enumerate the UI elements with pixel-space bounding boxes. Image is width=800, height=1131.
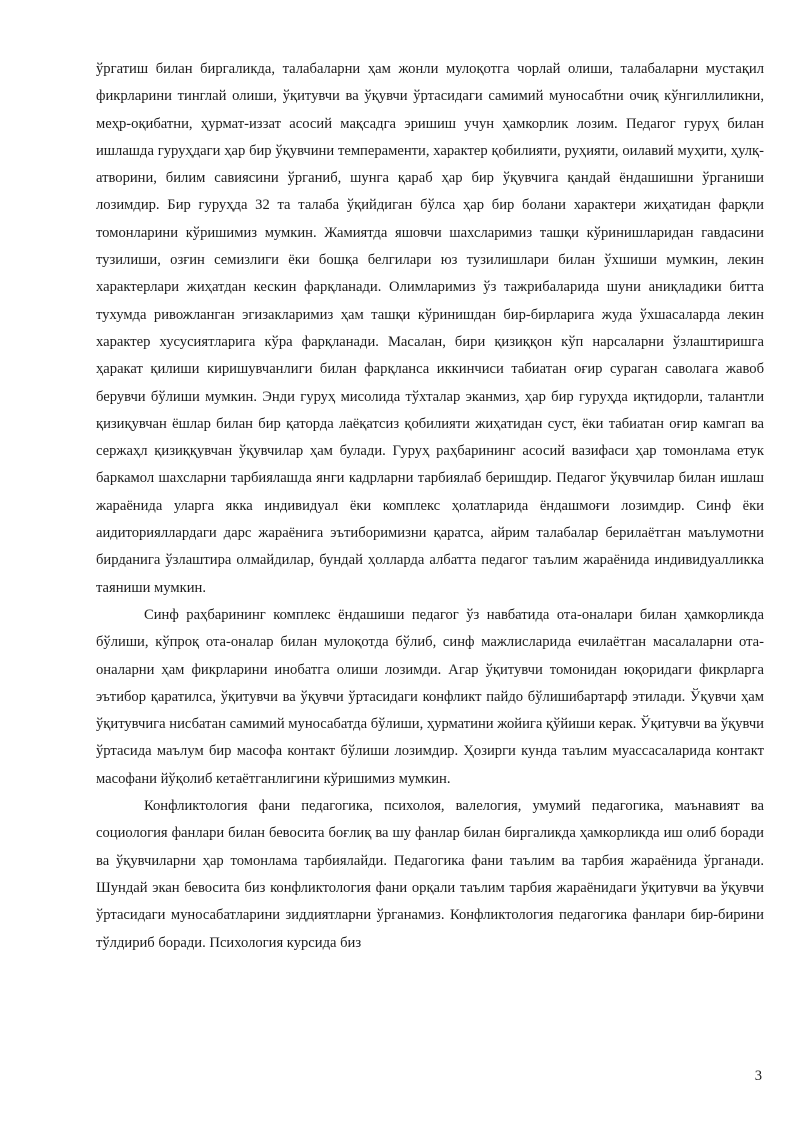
page-number: 3 bbox=[754, 1068, 762, 1084]
paragraph-1: ўргатиш билан биргаликда, талабаларни ҳам жонли мулоқотга чорлай олиши, талабаларни мустақил фикрларини тинглай олиши, ўқитувчи ва ўқувчи ўртасидаги самимий муносабтни очиқ кўнгиллиликни, меҳр-оқибатни, ҳурмат-иззат асосий мақсадга эришиш учун ҳамкорлик лозим. Педагог гуруҳ билан ишлашда гуруҳдаги ҳар бир ўқувчини темпераменти, характер қобилияти, руҳияти, оилавий муҳити, ҳулқ-атворини, билим савиясини ўрганиб, шунга қараб ҳар бир ўқувчига қандай ёндашишни ўрганиши лозимдир. Бир гуруҳда 32 та талаба ўқийдиган бўлса ҳар бир болани характери жиҳатидан фарқли томонларини кўришимиз мумкин. Жамиятда яшовчи шахсларимиз ташқи кўринишларидан гавдасини тузилиши, озғин семизлиги ёки бошқа белгилари юз тузилишлари билан ўхшиши мумкин, лекин характерлари жиҳатдан кескин фарқланади. Олимларимиз ўз тажрибаларида шуни аниқладики битта тухумда ривожланган эгизакларимиз ҳам ташқи кўринишдан бир-бирларига жуда ўхшасаларда лекин характер хусусиятларига кўра фарқланади. Масалан, бири қизиққон кўп нарсаларни ўзлаштиришга ҳаракат қилиши киришувчанлиги билан фарқланса иккинчиси табиатан оғир сураган саволага жавоб берувчи бўлиши мумкин. Энди гуруҳ мисолида тўхталар эканмиз, ҳар бир гуруҳда иқтидорли, талантли қизиқувчан ёшлар билан бир қаторда лаёқатсиз қобилияти жиҳатидан суст, ёки табиатан оғир камгап ва сержаҳл қизиққувчан ўқувчилар ҳам булади. Гуруҳ раҳбарининг асосий вазифаси ҳар томонлама етук баркамол шахсларни тарбиялашда янги кадрларни тарбиялаб беришдир. Педагог ўқувчилар билан ишлаш жараёнида уларга якка индивидуал ёки комплекс ҳолатларида ёндашмоғи лозимдир. Синф ёки аидиторияллардаги дарс жараёнига эътиборимизни қаратса, айрим талабалар берилаётган маълумотни бирданига ўзлаштира олмайдилар, бундай ҳолларда албатта педагог таълим жараёнида индивидуалликка таяниши мумкин. bbox=[96, 61, 764, 596]
document-body bbox=[96, 56, 764, 957]
paragraph-3: Конфликтология фани педагогика, психолоя, валелогия, умумий педагогика, маънавият ва социология фанлари билан бевосита боғлиқ ва шу фанлар билан биргаликда ҳамкорликда иш олиб боради ва ўқувчиларни ҳар томонлама тарбиялайди. Педагогика фани таълим ва тарбия жараёнида ўрганади. Шундай экан бевосита биз конфликтология фани орқали таълим тарбия жараёнидаги ўқитувчи ва ўқувчи ўртасидаги муносабатларини зиддиятларни ўрганамиз. Конфликтология педагогика фанлари бир-бирини тўлдириб боради. Психология курсида биз bbox=[96, 798, 764, 951]
paragraph-2: Синф раҳбарининг комплекс ёндашиши педагог ўз навбатида ота-оналари билан ҳамкорликда бўлиши, кўпроқ ота-оналар билан мулоқотда бўлиб, синф мажлисларида ечилаётган масалаларни ота-оналарни ҳам фикрларини инобатга олиши лозимди. Агар ўқитувчи томонидан юқоридаги фикрларга эътибор қаратилса, ўқитувчи ва ўқувчи ўртасидаги конфликт пайдо бўлишибартарф этилади. Ўқувчи ҳам ўқитувчига нисбатан самимий муносабатда бўлиши, ҳурматини жойига қўйиши керак. Ўқитувчи ва ўқувчи ўртасида маълум бир масофа контакт бўлиши лозимдир. Ҳозирги кунда таълим муассасаларида контакт масофани йўқолиб кетаётганлигини кўришимиз мумкин. bbox=[96, 606, 764, 787]
